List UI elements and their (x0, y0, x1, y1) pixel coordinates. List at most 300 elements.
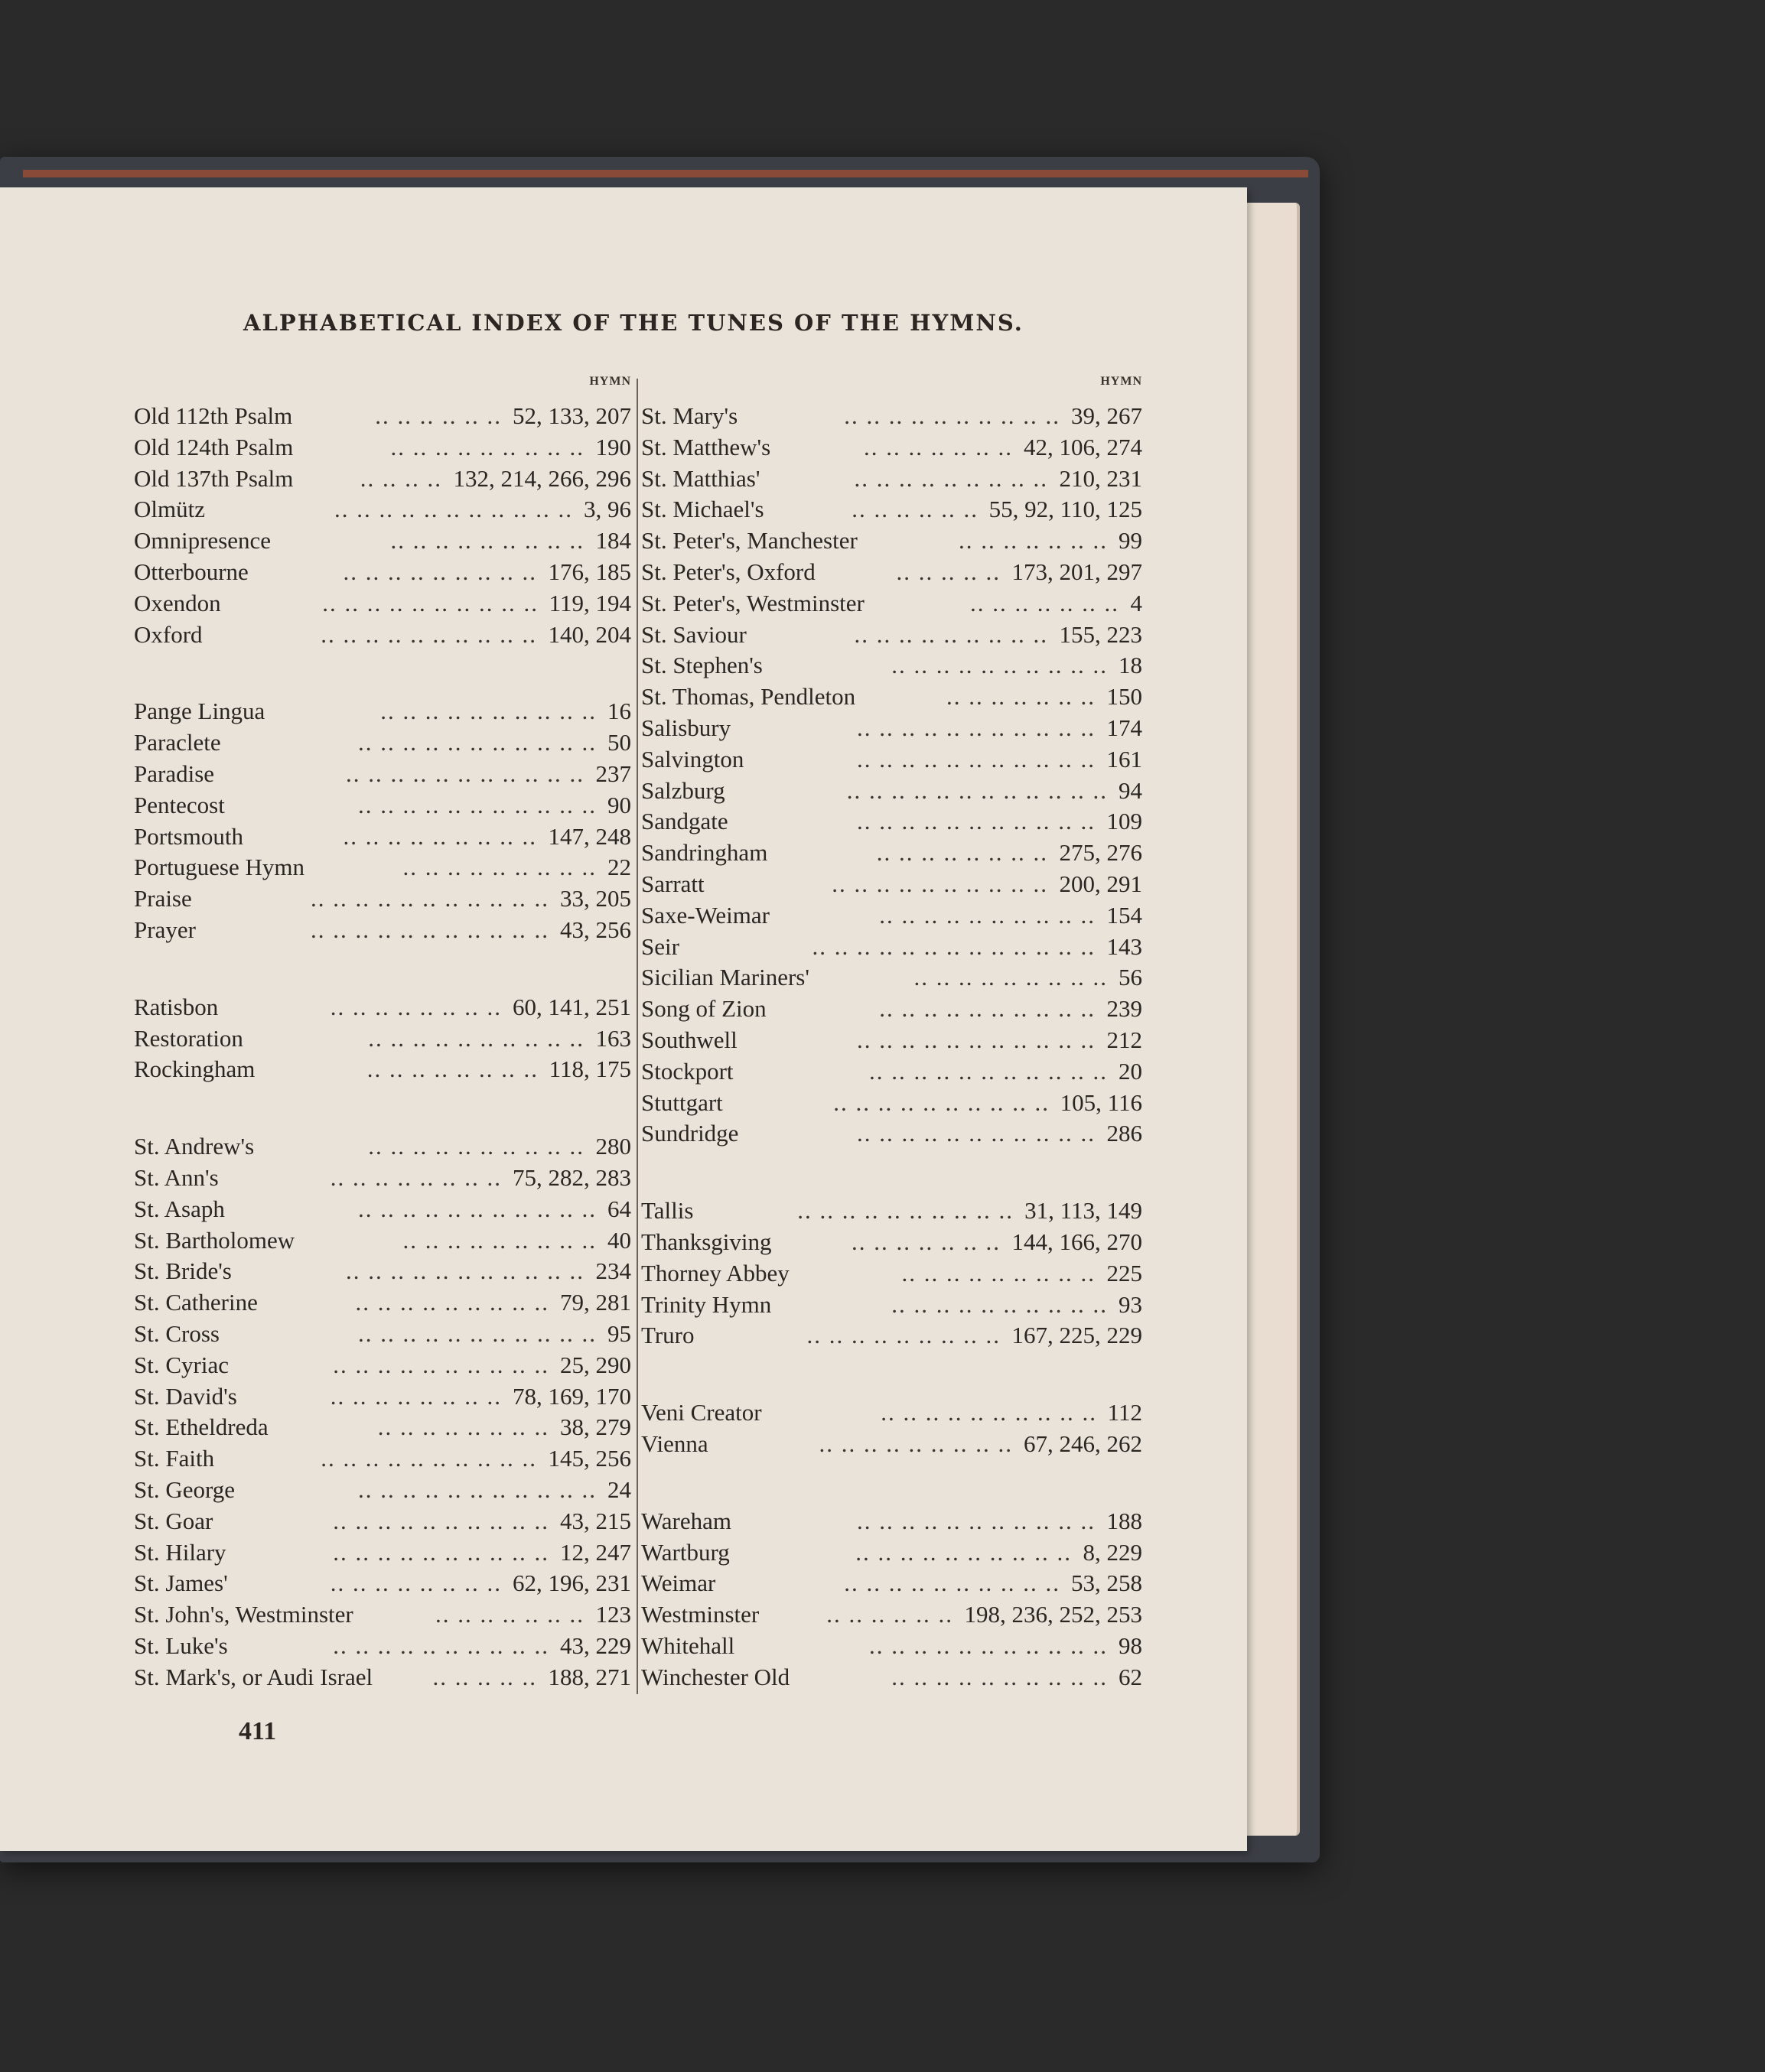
tune-name: Oxendon (134, 589, 221, 616)
tune-name: St. Ann's (134, 1163, 219, 1191)
index-entry (641, 1258, 1142, 1290)
tune-name: St. George (134, 1475, 236, 1503)
leader-dots: .. .. .. .. .. .. .. .. .. .. .. (857, 1120, 1096, 1147)
hymn-numbers: 184 (595, 527, 631, 555)
tune-name: St. Michael's (641, 496, 764, 523)
hymn-numbers: 12, 247 (560, 1538, 631, 1566)
leader-dots: .. .. .. .. .. (896, 558, 1001, 585)
tune-name: Paradise (134, 760, 215, 787)
hymn-numbers: 144, 166, 270 (1011, 1228, 1142, 1255)
leader-dots: .. .. .. .. .. .. .. .. .. .. .. (857, 714, 1096, 741)
right-entry-list (641, 401, 1142, 1693)
tune-name: St. Matthew's (641, 433, 771, 460)
hymn-numbers: 62 (1119, 1663, 1142, 1690)
leader-dots: .. .. .. .. .. .. .. .. .. (806, 1322, 1001, 1349)
leader-dots: .. .. .. .. .. .. .. .. (330, 1382, 502, 1410)
group-gap (641, 1352, 1142, 1397)
leader-dots: .. .. .. .. .. .. .. .. (330, 1163, 502, 1191)
hymn-numbers: 3, 96 (584, 496, 631, 523)
tune-name: St. Stephen's (641, 652, 763, 679)
index-entry (134, 1662, 631, 1693)
leader-dots: .. .. .. .. .. .. .. .. .. .. .. (857, 1026, 1096, 1053)
hymn-numbers: 50 (607, 729, 631, 756)
tune-name: Wartburg (641, 1538, 730, 1566)
tune-name: Stockport (641, 1057, 734, 1085)
index-entry (134, 727, 631, 759)
tune-name: Truro (641, 1322, 695, 1349)
tune-name: Salisbury (641, 714, 731, 741)
leader-dots: .. .. .. .. .. .. .. (864, 433, 1013, 460)
leader-dots: .. .. .. .. .. .. .. .. .. .. (881, 1399, 1097, 1426)
tune-name: St. Mary's (641, 402, 738, 429)
leader-dots: .. .. .. .. .. .. .. .. .. .. (368, 1024, 585, 1052)
tune-name: Seir (641, 932, 679, 960)
hymn-numbers: 286 (1106, 1120, 1142, 1147)
index-entry (641, 1599, 1142, 1631)
index-entry (134, 525, 631, 557)
leader-dots: .. .. .. .. .. .. .. .. .. .. .. (334, 496, 573, 523)
index-entry (134, 1023, 631, 1055)
index-entry (134, 557, 631, 588)
leader-dots: .. .. .. .. .. .. .. .. .. (402, 1226, 597, 1254)
tune-name: Vienna (641, 1430, 708, 1457)
hymn-numbers: 150 (1106, 683, 1142, 711)
tune-name: St. Goar (134, 1507, 213, 1534)
tune-name: Omnipresence (134, 527, 272, 555)
index-entry (641, 962, 1142, 994)
index-entry (641, 1195, 1142, 1227)
index-entry (641, 1568, 1142, 1599)
hymn-numbers: 112 (1107, 1399, 1142, 1426)
index-entry (134, 1506, 631, 1537)
leader-dots: .. .. .. .. .. .. .. .. .. .. .. (358, 1195, 597, 1222)
hymn-numbers: 60, 141, 251 (513, 993, 631, 1020)
hymn-numbers: 188, 271 (548, 1663, 631, 1690)
tune-name: St. Mark's, or Audi Israel (134, 1663, 373, 1690)
leader-dots: .. .. .. .. .. .. .. .. .. (355, 1289, 549, 1316)
hymn-numbers: 8, 229 (1083, 1538, 1142, 1566)
leader-dots: .. .. .. .. .. .. .. .. .. .. (368, 1133, 585, 1160)
tune-name: Trinity Hymn (641, 1290, 772, 1318)
tune-name: Whitehall (641, 1631, 735, 1659)
leader-dots: .. .. .. .. .. .. .. .. .. .. (832, 870, 1048, 897)
hymn-numbers: 4 (1130, 589, 1142, 616)
tune-name: St. Bride's (134, 1257, 232, 1285)
hymn-numbers: 280 (595, 1133, 631, 1160)
hymn-numbers: 163 (595, 1024, 631, 1052)
hymn-numbers: 140, 204 (548, 620, 631, 648)
index-entry (641, 1056, 1142, 1088)
left-column (134, 375, 631, 1693)
hymn-numbers: 174 (1106, 714, 1142, 741)
hymn-numbers: 94 (1119, 776, 1142, 804)
hymn-numbers: 176, 185 (548, 558, 631, 585)
hymn-numbers: 198, 236, 252, 253 (964, 1601, 1142, 1628)
leader-dots: .. .. .. .. .. .. .. .. .. .. (333, 1538, 549, 1566)
hymn-numbers: 79, 281 (560, 1289, 631, 1316)
tune-name: St. Cross (134, 1319, 220, 1347)
leader-dots: .. .. .. .. .. .. .. .. .. (390, 433, 585, 460)
leader-dots: .. .. .. .. .. .. .. .. .. .. (321, 620, 537, 648)
page-number: 411 (239, 1717, 277, 1745)
hymn-numbers: 123 (595, 1601, 631, 1628)
tune-name: St. Saviour (641, 620, 747, 648)
hymn-numbers: 99 (1119, 527, 1142, 555)
tune-name: St. John's, Westminster (134, 1601, 353, 1628)
tune-name: Rockingham (134, 1056, 256, 1083)
leader-dots: .. .. .. .. .. .. .. .. .. .. .. (857, 745, 1096, 773)
hymn-numbers: 145, 256 (548, 1445, 631, 1472)
index-entry (134, 494, 631, 525)
hymn-numbers: 225 (1106, 1259, 1142, 1286)
index-entry (641, 869, 1142, 900)
index-entry (134, 1412, 631, 1443)
tune-name: Restoration (134, 1024, 243, 1052)
index-entry (641, 650, 1142, 681)
index-entry (641, 1320, 1142, 1352)
index-entry (134, 1475, 631, 1506)
index-entry (641, 1290, 1142, 1321)
hymn-numbers: 119, 194 (549, 589, 631, 616)
leader-dots: .. .. .. .. .. .. .. .. .. .. .. .. (846, 776, 1108, 804)
hymn-numbers: 237 (595, 760, 631, 787)
index-entry (641, 744, 1142, 776)
hymn-numbers: 33, 205 (560, 885, 631, 912)
hymn-numbers: 16 (607, 698, 631, 725)
hymn-numbers: 53, 258 (1071, 1569, 1142, 1597)
leader-dots: .. .. .. .. .. .. .. .. .. .. .. (346, 1257, 585, 1285)
index-entry (641, 1118, 1142, 1150)
tune-name: St. Faith (134, 1445, 215, 1472)
tune-name: St. Peter's, Manchester (641, 527, 858, 555)
tune-name: St. Peter's, Westminster (641, 589, 865, 616)
index-entry (134, 821, 631, 853)
leader-dots: .. .. .. .. .. .. .. .. .. .. .. (311, 916, 549, 943)
leader-dots: .. .. .. .. .. (432, 1663, 537, 1690)
group-gap (134, 1085, 631, 1131)
index-entry (641, 525, 1142, 557)
leader-dots: .. .. .. .. .. .. .. .. .. .. (879, 901, 1096, 929)
leader-dots: .. .. .. .. .. .. .. .. .. .. (333, 1631, 549, 1659)
hymn-numbers: 90 (607, 791, 631, 818)
index-entry (134, 1443, 631, 1475)
index-entry (134, 1054, 631, 1085)
index-entry (134, 696, 631, 727)
tune-name: Southwell (641, 1026, 738, 1053)
leader-dots: .. .. .. .. .. .. .. .. .. .. (891, 1290, 1108, 1318)
tune-name: Stuttgart (641, 1088, 723, 1116)
tune-name: St. Bartholomew (134, 1226, 295, 1254)
tune-name: St. David's (134, 1382, 237, 1410)
hymn-numbers: 212 (1106, 1026, 1142, 1053)
hymn-numbers: 132, 214, 266, 296 (453, 464, 631, 492)
hymn-numbers: 39, 267 (1071, 402, 1142, 429)
tune-name: St. Etheldreda (134, 1413, 269, 1441)
index-entry (641, 432, 1142, 464)
index-entry (641, 838, 1142, 869)
leader-dots: .. .. .. .. .. .. .. .. .. .. .. (857, 808, 1096, 835)
index-entry (134, 1225, 631, 1257)
tune-name: Wareham (641, 1507, 731, 1534)
tune-name: Sicilian Mariners' (641, 964, 809, 991)
leader-dots: .. .. .. .. .. .. .. .. .. (854, 464, 1048, 492)
hymn-numbers: 24 (607, 1475, 631, 1503)
tune-name: Song of Zion (641, 995, 767, 1023)
hymn-numbers: 188 (1106, 1507, 1142, 1534)
tune-name: St. Catherine (134, 1289, 258, 1316)
tune-name: Weimar (641, 1569, 716, 1597)
hymn-numbers: 161 (1106, 745, 1142, 773)
leader-dots: .. .. .. .. .. .. .. .. .. (343, 822, 537, 850)
index-entry (641, 464, 1142, 495)
leader-dots: .. .. .. .. .. .. .. (852, 1228, 1001, 1255)
leader-dots: .. .. .. .. .. .. .. .. .. .. .. (311, 885, 549, 912)
page-title: ALPHABETICAL INDEX OF THE TUNES OF THE HYMNS. (243, 310, 1024, 336)
column-heading-right: HYMN (1100, 375, 1142, 388)
leader-dots: .. .. .. .. .. .. .. .. .. .. .. (358, 791, 597, 818)
index-entry (134, 1163, 631, 1194)
leader-dots: .. .. .. .. .. .. .. .. .. .. (891, 1663, 1108, 1690)
hymn-numbers: 31, 113, 149 (1024, 1197, 1142, 1225)
index-entry (134, 915, 631, 946)
hymn-numbers: 38, 279 (560, 1413, 631, 1441)
tune-name: Sundridge (641, 1120, 739, 1147)
index-entry (641, 681, 1142, 713)
leader-dots: .. .. .. .. .. .. .. (946, 683, 1096, 711)
tune-name: Thorney Abbey (641, 1259, 790, 1286)
leader-dots: .. .. .. .. .. .. .. .. .. .. .. (358, 729, 597, 756)
cover-rim (23, 170, 1308, 177)
group-gap (641, 1150, 1142, 1195)
index-entry (641, 1631, 1142, 1662)
leader-dots: .. .. .. .. .. .. .. .. .. (854, 620, 1048, 648)
tune-name: Sandgate (641, 808, 728, 835)
index-entry (134, 1537, 631, 1569)
leader-dots: .. .. .. .. .. .. .. .. (330, 1569, 502, 1597)
index-entry (641, 588, 1142, 620)
tune-name: Tallis (641, 1197, 694, 1225)
hymn-numbers: 147, 248 (548, 822, 631, 850)
index-entry (134, 1131, 631, 1163)
index-entry (641, 1537, 1142, 1569)
leader-dots: .. .. .. .. .. .. .. .. .. .. (833, 1088, 1050, 1116)
index-entry (134, 1568, 631, 1599)
hymn-numbers: 62, 196, 231 (513, 1569, 631, 1597)
hymn-numbers: 52, 133, 207 (513, 402, 631, 429)
tune-name: St. Cyriac (134, 1351, 229, 1378)
index-entry (641, 401, 1142, 432)
index-entry (134, 1287, 631, 1319)
tune-name: Salzburg (641, 776, 725, 804)
index-entry (641, 900, 1142, 932)
index-entry (641, 1088, 1142, 1119)
hymn-numbers: 200, 291 (1059, 870, 1142, 897)
tune-name: St. Andrew's (134, 1133, 255, 1160)
hymn-numbers: 67, 246, 262 (1024, 1430, 1142, 1457)
tune-name: St. Hilary (134, 1538, 226, 1566)
tune-name: St. Asaph (134, 1195, 225, 1222)
index-entry (134, 401, 631, 432)
index-entry (641, 1025, 1142, 1056)
index-entry (134, 1599, 631, 1631)
hymn-numbers: 173, 201, 297 (1011, 558, 1142, 585)
tune-name: Portuguese Hymn (134, 854, 305, 881)
leader-dots: .. .. .. .. .. .. .. .. .. (901, 1259, 1096, 1286)
column-heading-left: HYMN (589, 375, 631, 388)
leader-dots: .. .. .. .. .. .. .. .. .. .. (333, 1507, 549, 1534)
index-entry (134, 759, 631, 790)
index-entry (641, 1506, 1142, 1537)
index-entry (134, 992, 631, 1023)
leader-dots: .. .. .. .. .. .. .. .. (876, 839, 1048, 867)
index-entry (641, 1397, 1142, 1429)
hymn-numbers: 143 (1106, 932, 1142, 960)
hymn-numbers: 155, 223 (1059, 620, 1142, 648)
tune-name: St. Luke's (134, 1631, 228, 1659)
hymn-numbers: 55, 92, 110, 125 (988, 496, 1142, 523)
tune-name: St. Peter's, Oxford (641, 558, 816, 585)
leader-dots: .. .. .. .. .. .. .. (970, 589, 1119, 616)
tune-name: Pentecost (134, 791, 225, 818)
hymn-numbers: 105, 116 (1060, 1088, 1142, 1116)
leader-dots: .. .. .. .. .. .. .. .. (366, 1056, 539, 1083)
tune-name: Prayer (134, 916, 196, 943)
index-entry (134, 1256, 631, 1287)
hymn-numbers: 43, 215 (560, 1507, 631, 1534)
group-gap (134, 946, 631, 992)
index-entry (641, 494, 1142, 525)
hymn-numbers: 40 (607, 1226, 631, 1254)
hymn-numbers: 93 (1119, 1290, 1142, 1318)
hymn-numbers: 239 (1106, 995, 1142, 1023)
tune-name: Ratisbon (134, 993, 219, 1020)
leader-dots: .. .. .. .. .. .. .. .. .. .. .. (857, 1507, 1096, 1534)
tune-name: Sarratt (641, 870, 705, 897)
index-entry (641, 1662, 1142, 1693)
hymn-numbers: 118, 175 (549, 1056, 631, 1083)
leader-dots: .. .. .. .. .. .. .. .. .. .. (333, 1351, 549, 1378)
hymn-numbers: 64 (607, 1195, 631, 1222)
hymn-numbers: 234 (595, 1257, 631, 1285)
leader-dots: .. .. .. .. .. .. .. .. .. .. (321, 1445, 537, 1472)
index-entry (134, 588, 631, 620)
tune-name: St. James' (134, 1569, 228, 1597)
index-entry (641, 620, 1142, 651)
index-entry (641, 713, 1142, 744)
column-divider (637, 379, 638, 1694)
right-column (641, 375, 1142, 1693)
hymn-numbers: 75, 282, 283 (513, 1163, 631, 1191)
leader-dots: .. .. .. .. .. .. .. .. .. .. (891, 652, 1108, 679)
hymn-numbers: 43, 229 (560, 1631, 631, 1659)
hymn-numbers: 42, 106, 274 (1024, 433, 1142, 460)
leader-dots: .. .. .. .. .. .. .. .. .. .. (797, 1197, 1014, 1225)
hymn-numbers: 22 (607, 854, 631, 881)
leader-dots: .. .. .. .. .. .. .. .. .. .. (844, 1569, 1060, 1597)
leader-dots: .. .. .. .. .. .. .. .. .. .. .. (346, 760, 585, 787)
tune-name: Old 124th Psalm (134, 433, 294, 460)
hymn-numbers: 95 (607, 1319, 631, 1347)
leader-dots: .. .. .. .. .. .. .. .. .. .. .. (358, 1319, 597, 1347)
index-entry (134, 464, 631, 495)
hymn-numbers: 78, 169, 170 (513, 1382, 631, 1410)
tune-name: Portsmouth (134, 822, 243, 850)
group-gap (134, 650, 631, 696)
hymn-numbers: 154 (1106, 901, 1142, 929)
leader-dots: .. .. .. .. .. .. .. .. .. .. (855, 1538, 1072, 1566)
tune-name: St. Thomas, Pendleton (641, 683, 856, 711)
tune-name: Pange Lingua (134, 698, 265, 725)
index-entry (134, 1194, 631, 1225)
left-entry-list (134, 401, 631, 1693)
index-entry (134, 1631, 631, 1662)
leader-dots: .. .. .. .. .. .. .. (959, 527, 1108, 555)
index-entry (641, 776, 1142, 807)
leader-dots: .. .. .. .. .. .. (852, 496, 979, 523)
index-entry (641, 806, 1142, 838)
leader-dots: .. .. .. .. .. .. .. .. .. .. (380, 698, 597, 725)
tune-name: Oxford (134, 620, 203, 648)
leader-dots: .. .. .. .. .. .. .. .. .. .. .. (358, 1475, 597, 1503)
index-entry (641, 932, 1142, 963)
leader-dots: .. .. .. .. (360, 464, 442, 492)
hymn-numbers: 190 (595, 433, 631, 460)
index-entry (134, 432, 631, 464)
index-entry (134, 883, 631, 915)
leader-dots: .. .. .. .. .. .. .. .. .. .. .. .. .. (812, 932, 1096, 960)
tune-name: Olmütz (134, 496, 205, 523)
index-entry (134, 1319, 631, 1350)
leader-dots: .. .. .. .. .. .. .. .. .. .. .. (869, 1631, 1108, 1659)
index-entry (641, 994, 1142, 1025)
tune-name: Winchester Old (641, 1663, 790, 1690)
hymn-numbers: 98 (1119, 1631, 1142, 1659)
index-entry (641, 557, 1142, 588)
leader-dots: .. .. .. .. .. .. .. .. .. .. (844, 402, 1060, 429)
index-entry (641, 1429, 1142, 1460)
leader-dots: .. .. .. .. .. .. .. .. .. (819, 1430, 1013, 1457)
index-entry (134, 1381, 631, 1413)
index-entry (134, 852, 631, 883)
leader-dots: .. .. .. .. .. .. .. (435, 1601, 585, 1628)
index-entry (641, 1227, 1142, 1258)
hymn-numbers: 43, 256 (560, 916, 631, 943)
tune-name: Sandringham (641, 839, 768, 867)
tune-name: Old 112th Psalm (134, 402, 293, 429)
leader-dots: .. .. .. .. .. .. .. .. .. (402, 854, 597, 881)
hymn-numbers: 18 (1119, 652, 1142, 679)
hymn-numbers: 56 (1119, 964, 1142, 991)
leader-dots: .. .. .. .. .. .. .. .. (377, 1413, 549, 1441)
leader-dots: .. .. .. .. .. .. (826, 1601, 953, 1628)
leader-dots: .. .. .. .. .. .. .. .. .. (913, 964, 1108, 991)
leader-dots: .. .. .. .. .. .. .. .. .. .. (879, 995, 1096, 1023)
leader-dots: .. .. .. .. .. .. (375, 402, 502, 429)
tune-name: Paraclete (134, 729, 221, 756)
tune-name: Veni Creator (641, 1399, 762, 1426)
tune-name: Otterbourne (134, 558, 249, 585)
hymn-numbers: 275, 276 (1059, 839, 1142, 867)
leader-dots: .. .. .. .. .. .. .. .. .. .. (322, 589, 539, 616)
group-gap (641, 1460, 1142, 1506)
index-entry (134, 620, 631, 651)
hymn-numbers: 167, 225, 229 (1011, 1322, 1142, 1349)
leader-dots: .. .. .. .. .. .. .. .. .. .. .. (869, 1057, 1108, 1085)
hymn-numbers: 20 (1119, 1057, 1142, 1085)
tune-name: St. Matthias' (641, 464, 760, 492)
index-entry (134, 790, 631, 821)
tune-name: Praise (134, 885, 192, 912)
